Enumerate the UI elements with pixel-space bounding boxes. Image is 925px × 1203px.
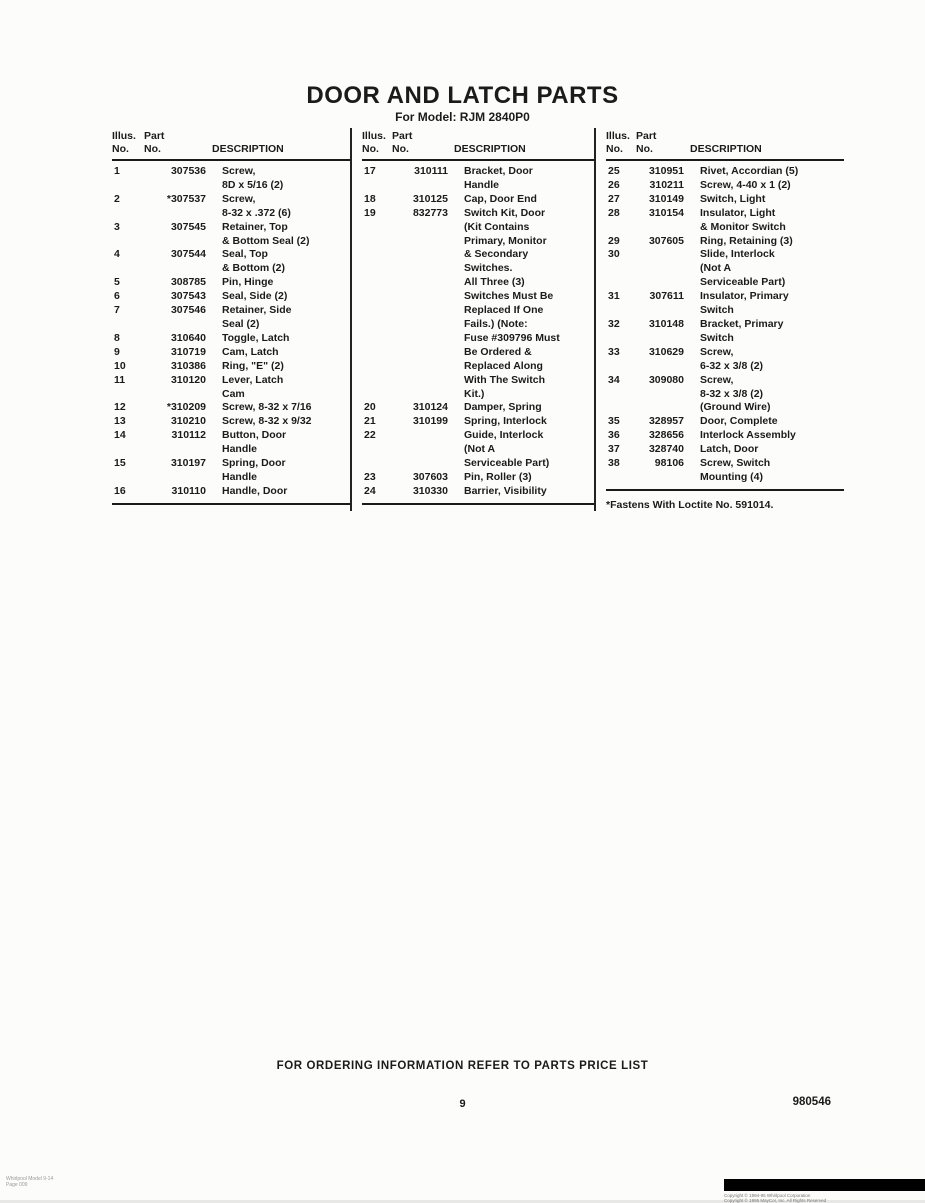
- illus-no: 7: [114, 304, 120, 317]
- illus-no: 28: [608, 206, 620, 219]
- table-row: [112, 290, 350, 304]
- table-row: [606, 346, 844, 374]
- table-row: [606, 290, 844, 318]
- table-row: [362, 429, 594, 471]
- part-no: 307536: [170, 165, 206, 177]
- part-no: 307543: [170, 290, 206, 303]
- header-illus-no: No.: [362, 143, 379, 155]
- header-description: DESCRIPTION: [212, 143, 284, 155]
- part-description: Screw, 8-32 x 3/8 (2) (Ground Wire): [700, 373, 771, 414]
- table-row: [606, 429, 844, 443]
- illus-no: 11: [114, 373, 126, 386]
- part-description: Slide, Interlock (Not A Serviceable Part): [700, 248, 786, 289]
- table-row: [112, 401, 350, 415]
- table-row: [362, 471, 594, 485]
- part-no: 98106: [654, 457, 684, 470]
- table-body: [112, 165, 350, 505]
- part-no: 310110: [171, 484, 206, 497]
- header-part-no: No.: [636, 143, 653, 155]
- table-row: [362, 485, 594, 499]
- part-no: *307537: [166, 192, 206, 205]
- part-no: 308785: [170, 276, 206, 289]
- model-subtitle: For Model: RJM 2840P0: [395, 110, 530, 124]
- table-row: [606, 457, 844, 485]
- part-description: Screw, 8-32 x .372 (6): [222, 192, 291, 219]
- table-row: [112, 457, 350, 485]
- header-illus-no: No.: [112, 143, 129, 155]
- table-row: [112, 165, 350, 193]
- table-row: [606, 179, 844, 193]
- page-title: DOOR AND LATCH PARTS: [306, 82, 619, 109]
- header-illus: Illus.: [362, 130, 386, 142]
- part-description: Screw, 6-32 x 3/8 (2): [700, 345, 764, 372]
- part-no: 307611: [649, 290, 684, 303]
- table-row: [112, 304, 350, 332]
- part-no: 310330: [412, 484, 448, 497]
- illus-no: 14: [114, 429, 126, 442]
- table-row: [112, 193, 350, 221]
- illus-no: 32: [608, 317, 620, 330]
- illus-no: 23: [364, 470, 376, 483]
- part-no: 310124: [412, 401, 448, 414]
- illus-no: 18: [364, 192, 376, 205]
- header-illus-no: No.: [606, 143, 623, 155]
- table-row: [112, 248, 350, 276]
- part-no: 832773: [412, 206, 448, 219]
- illus-no: 19: [364, 206, 376, 219]
- part-no: 328957: [648, 415, 684, 428]
- illus-no: 31: [608, 290, 620, 303]
- illus-no: 1: [114, 165, 120, 177]
- part-no: *310209: [166, 401, 206, 414]
- illus-no: 3: [114, 220, 120, 233]
- page-number: 9: [459, 1098, 466, 1110]
- part-no: 307546: [170, 304, 206, 317]
- table-row: [112, 415, 350, 429]
- part-description: Screw, 8D x 5/16 (2): [222, 165, 284, 191]
- table-header: [362, 128, 594, 161]
- header-description: DESCRIPTION: [690, 143, 762, 155]
- part-description: Toggle, Latch: [222, 331, 290, 344]
- part-description: Switch Kit, Door (Kit Contains Primary, Monitor & Secondary Switches. All Three (3) Switches Must Be Replaced If One Fails.) (Note: Fuse #309796 Must Be Ordered & Replaced Along With The Switch Kit.): [464, 206, 560, 400]
- part-description: Retainer, Side Seal (2): [222, 304, 292, 330]
- table-row: [112, 332, 350, 346]
- part-description: Insulator, Light & Monitor Switch: [700, 206, 786, 233]
- part-description: Barrier, Visibility: [464, 484, 547, 497]
- part-no: 310386: [170, 359, 206, 372]
- illus-no: 5: [114, 276, 120, 289]
- part-no: 310154: [648, 206, 684, 219]
- header-part-no: No.: [144, 143, 161, 155]
- header-description: DESCRIPTION: [454, 143, 526, 155]
- ordering-info-note: FOR ORDERING INFORMATION REFER TO PARTS PRICE LIST: [276, 1060, 649, 1072]
- table-body: [606, 165, 844, 491]
- part-description: Screw, 8-32 x 9/32: [222, 415, 312, 428]
- part-no: 328740: [648, 443, 684, 456]
- copyright-note: [724, 1193, 826, 1203]
- part-no: 310149: [648, 192, 684, 205]
- part-no: 310640: [170, 331, 206, 344]
- table-row: [112, 429, 350, 457]
- part-description: Interlock Assembly: [700, 429, 796, 442]
- table-row: [112, 360, 350, 374]
- part-description: Cap, Door End: [464, 192, 537, 205]
- illus-no: 27: [608, 192, 620, 205]
- header-part: Part: [392, 130, 413, 142]
- part-description: Switch, Light: [700, 192, 766, 205]
- illus-no: 22: [364, 429, 376, 442]
- part-no: 310199: [412, 415, 448, 428]
- part-no: 309080: [648, 373, 684, 386]
- part-no: 310210: [170, 415, 206, 428]
- parts-table-column-3: [594, 128, 844, 511]
- illus-no: 37: [608, 443, 620, 456]
- table-row: [606, 318, 844, 346]
- document-number: 980546: [792, 1096, 831, 1108]
- table-header: [606, 128, 844, 161]
- part-description: Guide, Interlock (Not A Serviceable Part): [464, 429, 550, 470]
- illus-no: 29: [608, 234, 620, 247]
- illus-no: 36: [608, 429, 620, 442]
- part-no: 310148: [648, 317, 684, 330]
- table-row: [606, 235, 844, 249]
- part-no: 310197: [170, 457, 206, 470]
- part-description: Insulator, Primary Switch: [700, 290, 789, 317]
- table-row: [606, 207, 844, 235]
- corner-print-note: [6, 1176, 53, 1188]
- table-row: [606, 415, 844, 429]
- header-illus: Illus.: [606, 130, 630, 142]
- table-header: [112, 128, 350, 161]
- illus-no: 17: [364, 165, 376, 177]
- illus-no: 2: [114, 192, 120, 205]
- table-row: [606, 443, 844, 457]
- illus-no: 26: [608, 178, 620, 191]
- illus-no: 13: [114, 415, 126, 428]
- part-description: Screw, Switch Mounting (4): [700, 457, 771, 483]
- part-description: Pin, Roller (3): [464, 470, 532, 483]
- header-part-no: No.: [392, 143, 409, 155]
- illus-no: 4: [114, 248, 120, 261]
- part-description: Seal, Top & Bottom (2): [222, 248, 285, 275]
- table-row: [362, 207, 594, 402]
- illus-no: 10: [114, 359, 126, 372]
- part-description: Spring, Interlock: [464, 415, 547, 428]
- table-row: [112, 374, 350, 402]
- illus-no: 35: [608, 415, 620, 428]
- illus-no: 16: [114, 484, 126, 497]
- table-row: [606, 374, 844, 416]
- part-description: Seal, Side (2): [222, 290, 288, 303]
- parts-table-column-1: [112, 128, 350, 511]
- part-no: 310112: [171, 429, 206, 442]
- illus-no: 12: [114, 401, 126, 414]
- table-row: [362, 415, 594, 429]
- table-row: [112, 346, 350, 360]
- part-no: 310951: [648, 165, 684, 177]
- copyright-line1: Copyright © 1994-95 Whirlpool Corporation: [724, 1193, 811, 1198]
- part-description: Latch, Door: [700, 443, 759, 456]
- illus-no: 8: [114, 331, 120, 344]
- part-description: Rivet, Accordian (5): [700, 165, 799, 177]
- part-no: 328656: [648, 429, 684, 442]
- table-row: [362, 401, 594, 415]
- parts-table-column-2: [350, 128, 594, 511]
- part-description: Lever, Latch Cam: [222, 373, 284, 400]
- part-no: 307603: [412, 470, 448, 483]
- part-no: 307544: [170, 248, 206, 261]
- table-row: [362, 165, 594, 193]
- table-row: [112, 485, 350, 499]
- table-body: [362, 165, 594, 505]
- part-no: 310125: [412, 192, 448, 205]
- table-row: [362, 193, 594, 207]
- part-description: Pin, Hinge: [222, 276, 274, 289]
- part-description: Cam, Latch: [222, 345, 279, 358]
- part-description: Button, Door Handle: [222, 429, 287, 456]
- part-description: Bracket, Primary Switch: [700, 317, 784, 344]
- illus-no: 38: [608, 457, 620, 470]
- table-row: [112, 276, 350, 290]
- part-no: 310629: [648, 345, 684, 358]
- illus-no: 6: [114, 290, 120, 303]
- illus-no: 25: [608, 165, 620, 177]
- part-description: Ring, "E" (2): [222, 359, 284, 372]
- part-description: Ring, Retaining (3): [700, 234, 793, 247]
- part-no: 307605: [648, 234, 684, 247]
- part-description: Door, Complete: [700, 415, 778, 428]
- part-no: 310211: [649, 178, 684, 191]
- part-description: Spring, Door Handle: [222, 457, 286, 483]
- loctite-footnote: *Fastens With Loctite No. 591014.: [606, 498, 774, 511]
- part-no: 310719: [170, 345, 206, 358]
- part-no: 310120: [170, 373, 206, 386]
- table-row: [606, 193, 844, 207]
- part-no: [392, 429, 448, 471]
- illus-no: 20: [364, 401, 376, 414]
- part-description: Screw, 8-32 x 7/16: [222, 401, 312, 414]
- header-part: Part: [636, 130, 657, 142]
- illus-no: 9: [114, 345, 120, 358]
- illus-no: 30: [608, 248, 620, 261]
- illus-no: 34: [608, 373, 620, 386]
- scan-black-bar: [724, 1179, 925, 1191]
- part-description: Screw, 4-40 x 1 (2): [700, 178, 791, 191]
- part-description: Retainer, Top & Bottom Seal (2): [222, 220, 310, 247]
- header-part: Part: [144, 130, 165, 142]
- header-illus: Illus.: [112, 130, 136, 142]
- parts-tables: [112, 128, 844, 511]
- table-row: [606, 165, 844, 179]
- illus-no: 21: [364, 415, 376, 428]
- corner-note-line1: Whirlpool Model 9-14: [6, 1176, 54, 1182]
- illus-no: 15: [114, 457, 126, 470]
- copyright-line2: Copyright © 1995 MayCor, Inc. All Rights Reserved: [724, 1198, 827, 1203]
- part-no: 310111: [414, 165, 448, 177]
- part-no: 307545: [170, 220, 206, 233]
- part-description: Bracket, Door Handle: [464, 165, 533, 191]
- part-description: Handle, Door: [222, 484, 288, 497]
- illus-no: 33: [608, 345, 620, 358]
- part-description: Damper, Spring: [464, 401, 542, 414]
- corner-note-line2: Page 009: [6, 1182, 28, 1188]
- table-row: [112, 221, 350, 249]
- illus-no: 24: [364, 484, 376, 497]
- part-no: [636, 248, 684, 290]
- table-row: [606, 248, 844, 290]
